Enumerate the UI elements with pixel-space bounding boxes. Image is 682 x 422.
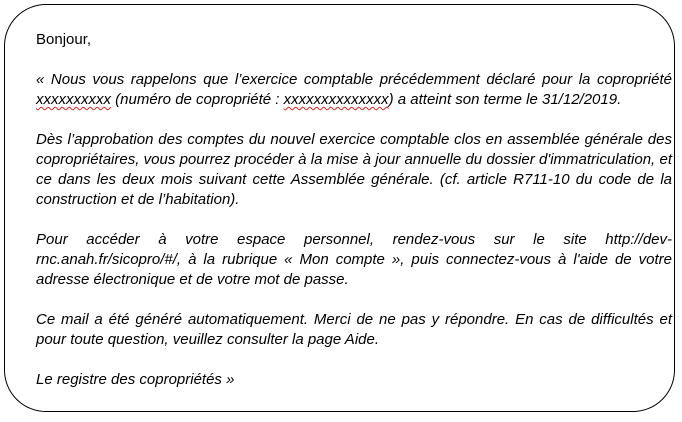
paragraph1-part2: (numéro de copropriété : bbox=[111, 91, 284, 108]
paragraph-access-instructions: Pour accéder à votre espace personnel, rendez-vous sur le site http://dev-rnc.anah.fr/sicopro/#/, à la rubrique « Mon compte », puis connectez-vous à l'aide de votre adresse électronique et de votre mot de passe. bbox=[36, 231, 672, 288]
paragraph-auto-generated-notice: Ce mail a été généré automatiquement. Merci de ne pas y répondre. En cas de difficultés et pour toute question, veuillez consulter la page Aide. bbox=[36, 311, 672, 348]
paragraph1-part1: « Nous vous rappelons que l’exercice comptable précédemment déclaré pour la copropriété bbox=[36, 71, 672, 88]
paragraph-approval-instructions: Dès l’approbation des comptes du nouvel exercice comptable clos en assemblée générale des copropriétaires, vous pourrez procéder à la mise à jour annuelle du dossier d'immatriculation, et ce dans les deux mois suivant cette Assemblée générale. (cf. article R711-10 du code de la construction et de l’habitation). bbox=[36, 131, 672, 208]
paragraph1-part3: ) a atteint son terme le 31/12/2019. bbox=[388, 91, 622, 108]
copropriete-number-placeholder: xxxxxxxxxxxxxx bbox=[283, 91, 389, 108]
copropriete-name-placeholder: xxxxxxxxxx bbox=[36, 91, 111, 108]
paragraph-expiry-notice bbox=[36, 70, 672, 110]
signature: Le registre des copropriétés » bbox=[36, 371, 235, 388]
greeting: Bonjour, bbox=[36, 31, 92, 48]
message-body bbox=[36, 30, 672, 390]
